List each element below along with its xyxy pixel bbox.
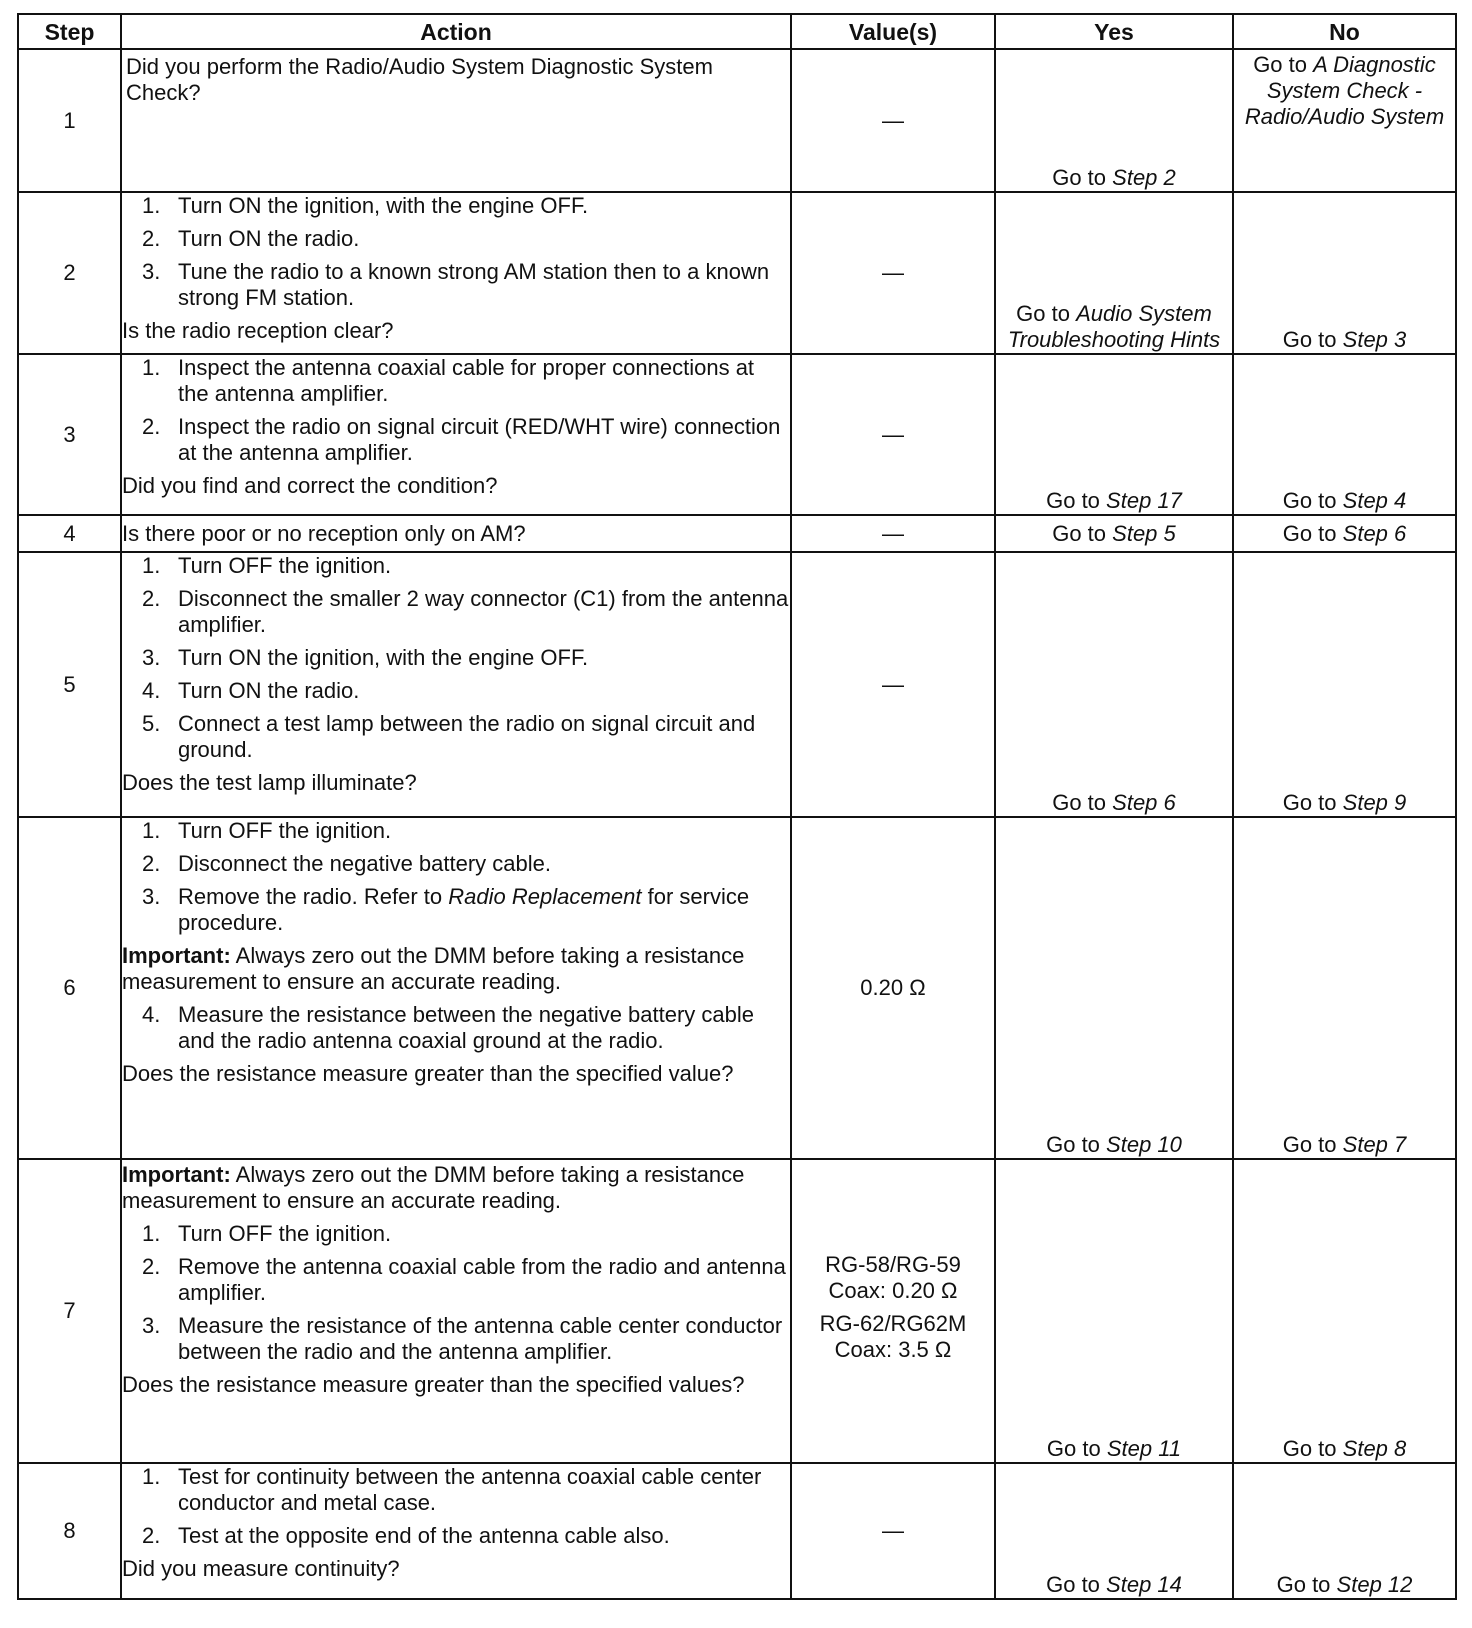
item-number: 1. (142, 355, 161, 380)
action-cell (121, 192, 791, 354)
list-item (122, 414, 790, 466)
goto-link[interactable]: Step 9 (1342, 790, 1407, 815)
goto-prefix: Go to (1282, 1132, 1337, 1157)
step-number: 1 (18, 49, 121, 192)
important-text: Always zero out the DMM before taking a resistance measurement to ensure an accurate reading. (122, 943, 745, 994)
list-item (122, 1464, 790, 1516)
table-row (18, 49, 1456, 192)
goto-link[interactable]: Step 8 (1342, 1436, 1407, 1461)
no-cell (1233, 817, 1456, 1159)
item-text-post: for service procedure. (178, 884, 750, 935)
step-number: 6 (18, 817, 121, 1159)
yes-cell (995, 354, 1233, 515)
value-cable-type: RG-58/RG-59 (825, 1252, 961, 1277)
item-text: Turn OFF the ignition. (178, 553, 392, 578)
item-number: 1. (142, 818, 161, 843)
reference-link[interactable]: Radio Replacement (448, 884, 642, 909)
goto-link[interactable]: Step 2 (1112, 165, 1176, 190)
important-text: Always zero out the DMM before taking a resistance measurement to ensure an accurate reading. (122, 1162, 745, 1213)
list-item (122, 884, 790, 936)
header-values: Value(s) (791, 14, 995, 49)
item-text: Inspect the antenna coaxial cable for proper connections at the antenna amplifier. (178, 355, 755, 406)
goto-prefix: Go to (1282, 488, 1337, 513)
item-text: Tune the radio to a known strong AM station then to a known strong FM station. (178, 259, 770, 310)
action-steps (122, 553, 790, 763)
list-item (122, 678, 790, 704)
action-steps (122, 1464, 790, 1549)
goto-prefix: Go to (1052, 165, 1107, 190)
no-cell (1233, 1463, 1456, 1599)
item-text: Turn OFF the ignition. (178, 1221, 392, 1246)
goto-prefix: Go to (1046, 1132, 1100, 1157)
table-row (18, 1463, 1456, 1599)
list-item (122, 259, 790, 311)
action-question: Did you measure continuity? (122, 1556, 400, 1581)
item-text: Remove the antenna coaxial cable from the radio and antenna amplifier. (178, 1254, 786, 1305)
goto-prefix: Go to (1052, 790, 1107, 815)
item-number: 3. (142, 884, 161, 909)
item-number: 2. (142, 226, 161, 251)
value-cell: — (791, 192, 995, 354)
goto-link[interactable]: Step 6 (1342, 520, 1407, 546)
no-cell (1233, 49, 1456, 192)
no-cell (1233, 1159, 1456, 1463)
header-yes: Yes (995, 14, 1233, 49)
important-note (122, 943, 790, 995)
item-number: 4. (142, 1002, 161, 1027)
action-cell (121, 515, 791, 552)
item-text: Turn ON the radio. (178, 678, 360, 703)
item-text: Test at the opposite end of the antenna cable also. (178, 1523, 670, 1548)
list-item (122, 711, 790, 763)
goto-link[interactable]: Step 12 (1336, 1572, 1413, 1597)
item-number: 1. (142, 1221, 161, 1246)
value-cell: — (791, 515, 995, 552)
goto-prefix: Go to (1282, 790, 1337, 815)
list-item (122, 586, 790, 638)
list-item (122, 1002, 790, 1054)
item-number: 5. (142, 711, 161, 736)
yes-cell (995, 192, 1233, 354)
value-spec (792, 1311, 994, 1363)
item-text: Turn ON the radio. (178, 226, 360, 251)
action-question: Does the test lamp illuminate? (122, 770, 417, 795)
table-row (18, 354, 1456, 515)
goto-link[interactable]: Step 4 (1342, 488, 1407, 513)
value-cell: — (791, 354, 995, 515)
item-number: 4. (142, 678, 161, 703)
value-resistance: Coax: 3.5 Ω (834, 1337, 952, 1362)
item-number: 1. (142, 193, 161, 218)
action-steps (122, 355, 790, 466)
table-row (18, 1159, 1456, 1463)
item-text: Turn OFF the ignition. (178, 818, 392, 843)
list-item (122, 1254, 790, 1306)
action-question: Does the resistance measure greater than the specified values? (122, 1372, 745, 1397)
action-cell (121, 1463, 791, 1599)
item-text: Inspect the radio on signal circuit (RED/WHT wire) connection at the antenna amplifier. (178, 414, 781, 465)
step-number: 5 (18, 552, 121, 817)
no-cell (1233, 515, 1456, 552)
goto-prefix: Go to (1046, 1572, 1100, 1597)
yes-cell (995, 49, 1233, 192)
goto-prefix: Go to (1276, 1572, 1331, 1597)
list-item (122, 355, 790, 407)
action-cell (121, 552, 791, 817)
step-number: 4 (18, 515, 121, 552)
item-number: 3. (142, 1313, 161, 1338)
action-cell (121, 817, 791, 1159)
action-question: Is there poor or no reception only on AM? (122, 520, 526, 546)
goto-prefix: Go to (1046, 488, 1100, 513)
yes-cell (995, 1463, 1233, 1599)
important-note (122, 1162, 790, 1214)
item-text: Turn ON the ignition, with the engine OFF. (178, 645, 589, 670)
action-steps (122, 1002, 790, 1054)
step-number: 2 (18, 192, 121, 354)
yes-cell (995, 515, 1233, 552)
goto-link[interactable]: Step 5 (1112, 520, 1176, 546)
list-item (122, 226, 790, 252)
no-cell (1233, 192, 1456, 354)
step-number: 7 (18, 1159, 121, 1463)
list-item (122, 818, 790, 844)
goto-link[interactable]: A Diagnostic System Check - Radio/Audio System (1244, 52, 1445, 129)
action-question: Is the radio reception clear? (122, 318, 394, 343)
list-item (122, 1313, 790, 1365)
diagnostic-table (17, 13, 1457, 1600)
list-item (122, 851, 790, 877)
header-row (18, 14, 1456, 49)
step-number: 8 (18, 1463, 121, 1599)
item-text: Measure the resistance of the antenna cable center conductor between the radio and the antenna amplifier. (178, 1313, 783, 1364)
action-cell (121, 354, 791, 515)
item-text: Connect a test lamp between the radio on signal circuit and ground. (178, 711, 756, 762)
item-text-pre: Remove the radio. Refer to (178, 884, 449, 909)
item-number: 2. (142, 851, 161, 876)
goto-link[interactable]: Step 3 (1342, 327, 1407, 352)
item-number: 1. (142, 553, 161, 578)
value-cell: 0.20 Ω (791, 817, 995, 1159)
action-cell (121, 49, 791, 192)
goto-prefix: Go to (1282, 520, 1337, 546)
item-number: 1. (142, 1464, 161, 1489)
goto-link[interactable]: Step 7 (1342, 1132, 1407, 1157)
action-steps (122, 193, 790, 311)
item-number: 3. (142, 645, 161, 670)
value-spec (792, 1252, 994, 1304)
goto-link[interactable]: Step 10 (1106, 1132, 1182, 1157)
value-resistance: Coax: 0.20 Ω (828, 1278, 958, 1303)
goto-prefix: Go to (1016, 301, 1070, 326)
item-text: Disconnect the smaller 2 way connector (C1) from the antenna amplifier. (178, 586, 789, 637)
item-number: 2. (142, 1254, 161, 1279)
goto-prefix: Go to (1052, 520, 1107, 546)
value-cable-type: RG-62/RG62M (819, 1311, 967, 1336)
goto-link[interactable]: Step 14 (1106, 1572, 1182, 1597)
value-cell: — (791, 49, 995, 192)
table-row (18, 817, 1456, 1159)
value-cell: — (791, 552, 995, 817)
item-text: Disconnect the negative battery cable. (178, 851, 552, 876)
action-question: Did you perform the Radio/Audio System Diagnostic System Check? (126, 54, 713, 105)
action-question: Did you find and correct the condition? (122, 473, 498, 498)
header-step: Step (18, 14, 121, 49)
yes-cell (995, 552, 1233, 817)
no-cell (1233, 552, 1456, 817)
item-text: Measure the resistance between the negative battery cable and the radio antenna coaxial ground at the radio. (178, 1002, 755, 1053)
yes-cell (995, 817, 1233, 1159)
goto-prefix: Go to (1253, 52, 1307, 77)
item-number: 2. (142, 414, 161, 439)
item-text: Turn ON the ignition, with the engine OFF. (178, 193, 589, 218)
list-item (122, 553, 790, 579)
important-label: Important: (122, 1162, 231, 1187)
table-row (18, 552, 1456, 817)
header-no: No (1233, 14, 1456, 49)
list-item (122, 645, 790, 671)
item-number: 2. (142, 586, 161, 611)
action-steps (122, 818, 790, 936)
item-number: 2. (142, 1523, 161, 1548)
important-label: Important: (122, 943, 231, 968)
list-item (122, 1523, 790, 1549)
item-number: 3. (142, 259, 161, 284)
action-steps (122, 1221, 790, 1365)
goto-prefix: Go to (1282, 327, 1337, 352)
action-question: Does the resistance measure greater than the specified value? (122, 1061, 734, 1086)
list-item (122, 193, 790, 219)
header-action: Action (121, 14, 791, 49)
value-cell (791, 1159, 995, 1463)
no-cell (1233, 354, 1456, 515)
goto-prefix: Go to (1046, 1436, 1101, 1461)
goto-link[interactable]: Step 6 (1112, 790, 1176, 815)
goto-link[interactable]: Step 11 (1106, 1436, 1182, 1461)
item-text: Test for continuity between the antenna coaxial cable center conductor and metal case. (178, 1464, 762, 1515)
goto-link[interactable]: Audio System Troubleshooting Hints (1007, 301, 1221, 352)
value-cell: — (791, 1463, 995, 1599)
table-row (18, 192, 1456, 354)
list-item (122, 1221, 790, 1247)
table-row (18, 515, 1456, 552)
goto-prefix: Go to (1282, 1436, 1337, 1461)
step-number: 3 (18, 354, 121, 515)
action-cell (121, 1159, 791, 1463)
yes-cell (995, 1159, 1233, 1463)
goto-link[interactable]: Step 17 (1106, 488, 1182, 513)
